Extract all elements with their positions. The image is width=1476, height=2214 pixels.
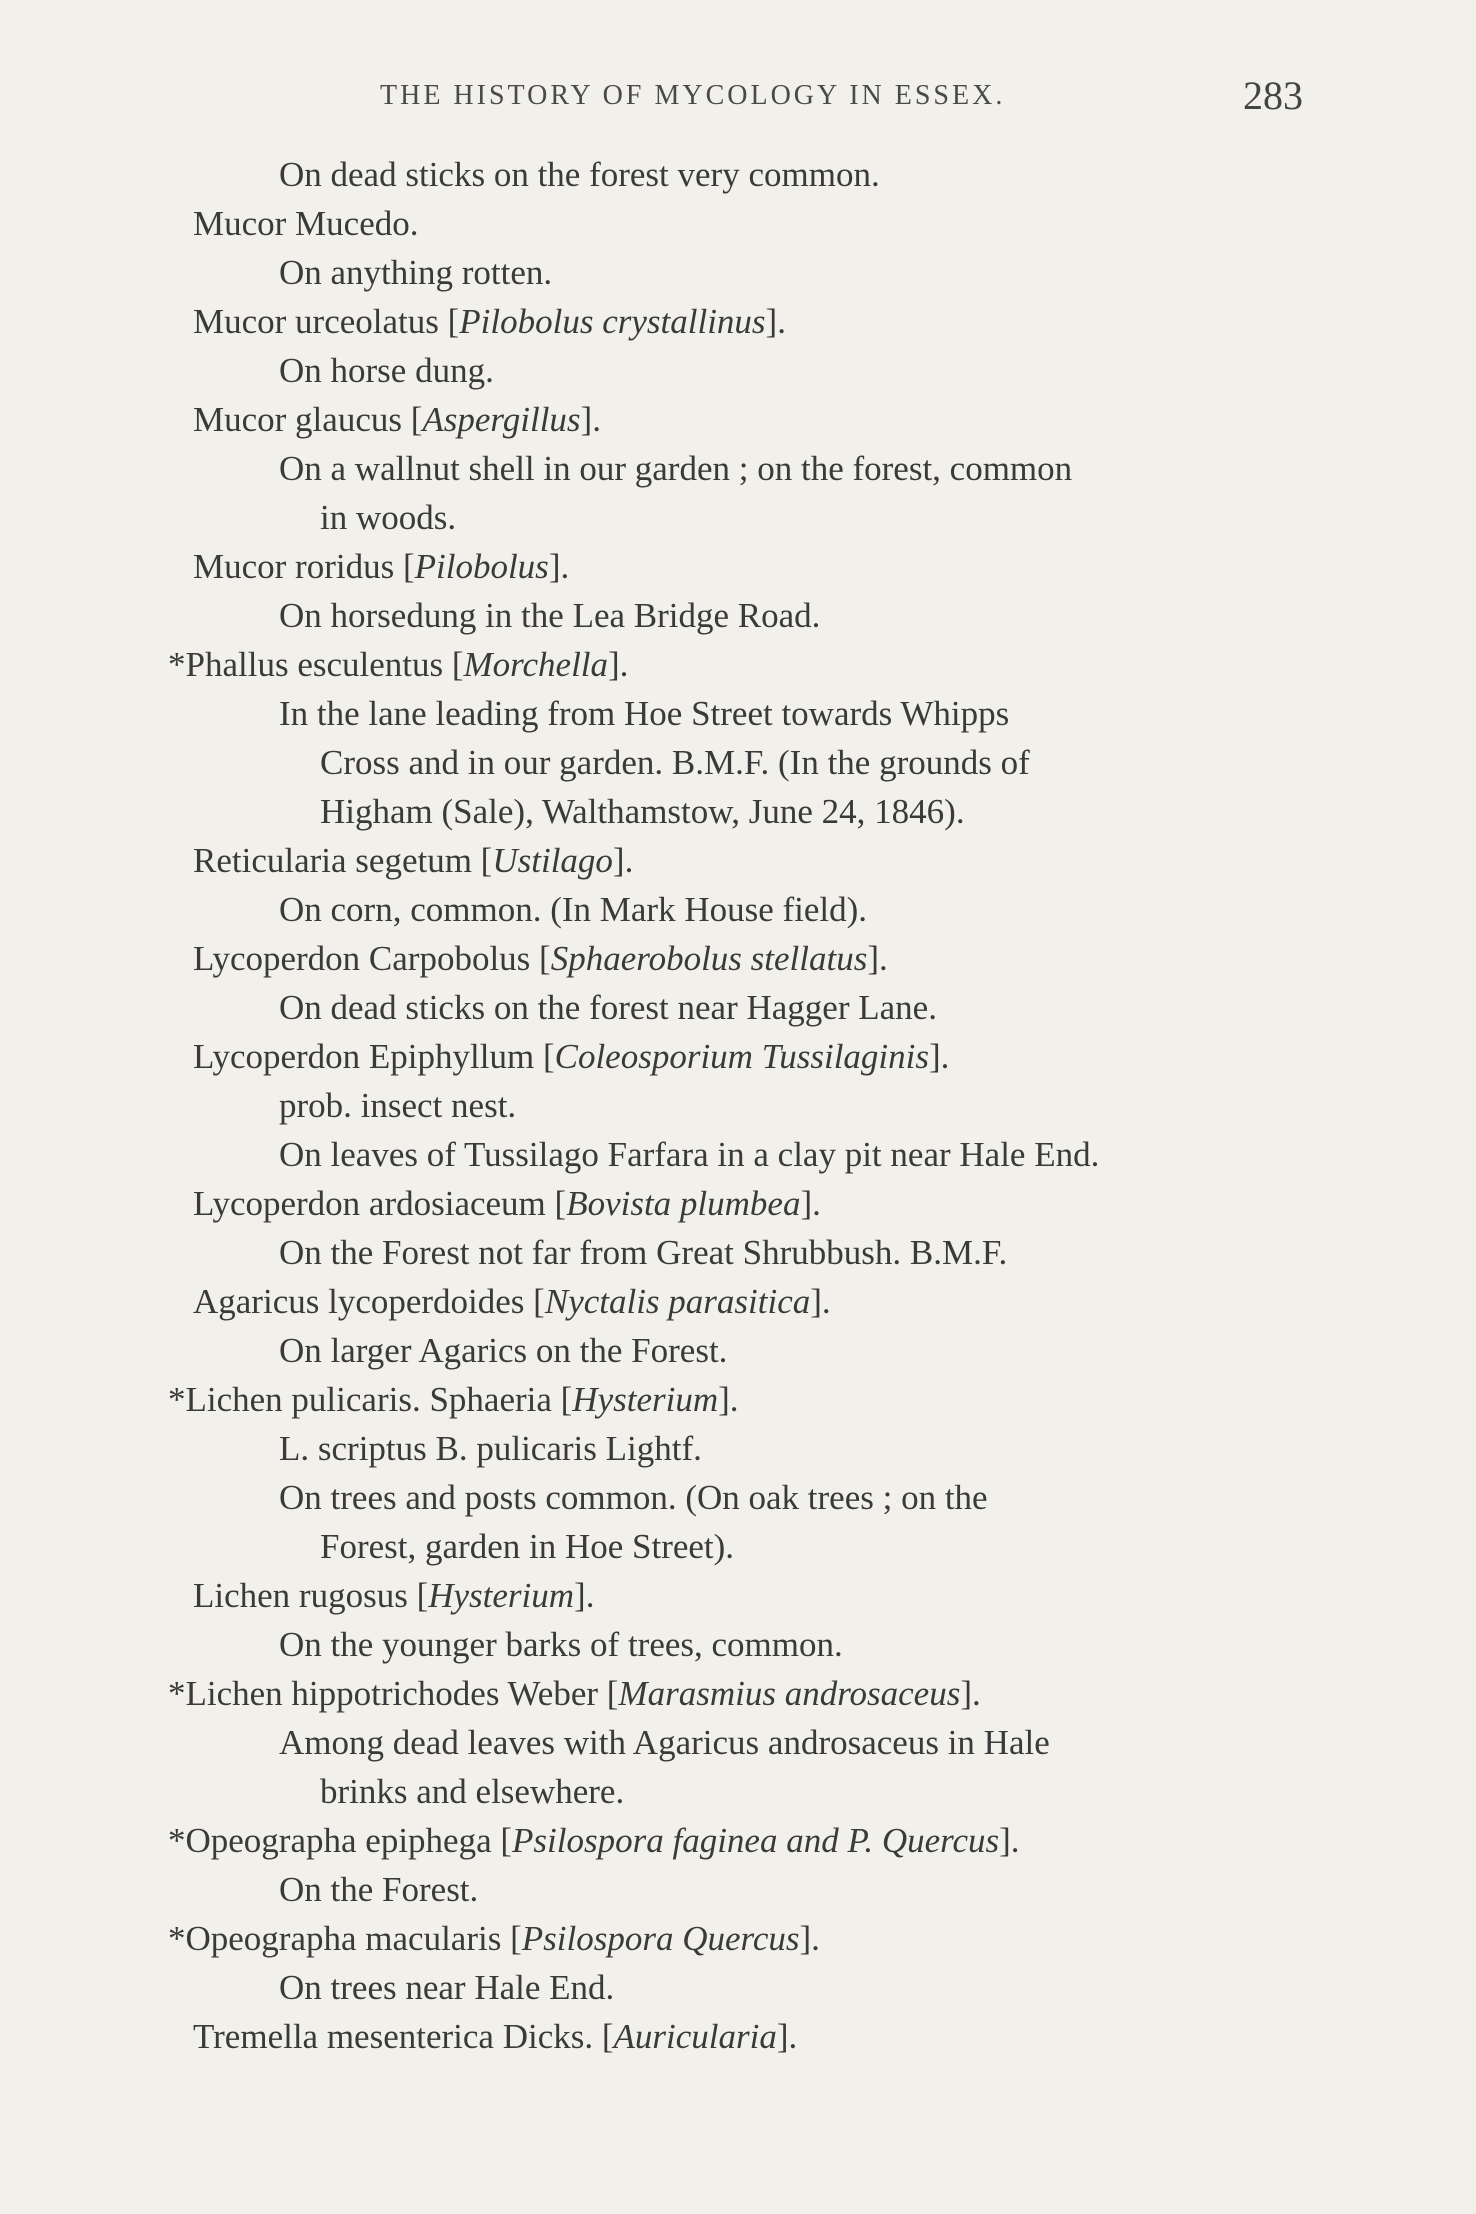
entry-line — [0, 2012, 1476, 2061]
text-run: Among dead leaves with Agaricus androsaceus in Hale — [279, 1723, 1050, 1762]
entry-line — [0, 1914, 1476, 1963]
entry-line — [0, 1179, 1476, 1228]
italic-text: Hysterium — [428, 1576, 575, 1615]
text-run: Lycoperdon Carpobolus [ — [193, 939, 551, 978]
text-run: ]. — [960, 1674, 981, 1713]
text-run: ]. — [574, 1576, 595, 1615]
text-run: prob. insect nest. — [279, 1086, 517, 1125]
text-run: On corn, common. (In Mark House field). — [279, 890, 868, 929]
text-run: On the Forest. — [279, 1870, 479, 1909]
text-run: On the Forest not far from Great Shrubbush. B.M.F. — [279, 1233, 1008, 1272]
note-line — [0, 1473, 1476, 1522]
text-run: brinks and elsewhere. — [320, 1772, 625, 1811]
text-run: in woods. — [320, 498, 457, 537]
text-run: Agaricus lycoperdoides [ — [193, 1282, 545, 1321]
note-line — [0, 1081, 1476, 1130]
note-line — [0, 1424, 1476, 1473]
note-line — [0, 1620, 1476, 1669]
text-run: On a wallnut shell in our garden ; on the forest, common — [279, 449, 1073, 488]
italic-text: Hysterium — [572, 1380, 719, 1419]
note-line — [0, 493, 1476, 542]
text-run: Lycoperdon Epiphyllum [ — [193, 1037, 555, 1076]
italic-text: Nyctalis parasitica — [544, 1282, 811, 1321]
text-run: ]. — [608, 645, 629, 684]
note-line — [0, 885, 1476, 934]
italic-text: Marasmius androsaceus — [618, 1674, 961, 1713]
text-run: ]. — [548, 547, 570, 586]
text-run: Mucor Mucedo. — [193, 204, 419, 243]
text-run: Tremella mesenterica Dicks. [ — [193, 2017, 614, 2056]
text-run: Mucor urceolatus [ — [193, 302, 460, 341]
text-run: ]. — [800, 1184, 821, 1223]
text-run: ]. — [612, 841, 634, 880]
entry-line — [0, 1277, 1476, 1326]
entry-line — [0, 395, 1476, 444]
note-line — [0, 1963, 1476, 2012]
running-head — [0, 72, 1476, 122]
text-run: On horsedung in the Lea Bridge Road. — [279, 596, 821, 635]
text-run: Reticularia segetum [ — [193, 841, 493, 880]
text-run: Mucor glaucus [ — [193, 400, 423, 439]
italic-text: Auricularia — [613, 2017, 777, 2056]
italic-text: Morchella — [463, 645, 609, 684]
text-run: ]. — [810, 1282, 831, 1321]
text-run: On leaves of Tussilago Farfara in a clay pit near Hale End. — [279, 1135, 1100, 1174]
italic-text: Ustilago — [492, 841, 613, 880]
entry-line — [0, 199, 1476, 248]
entry-line — [0, 1571, 1476, 1620]
entry-line — [0, 297, 1476, 346]
running-title: THE HISTORY OF MYCOLOGY IN ESSEX. — [380, 80, 1006, 111]
note-line — [0, 1326, 1476, 1375]
entry-line — [0, 640, 1476, 689]
text-run: ]. — [867, 939, 888, 978]
text-run: Mucor roridus [ — [193, 547, 415, 586]
text-run: On trees and posts common. (On oak trees ; on the — [279, 1478, 988, 1517]
entry-line — [0, 1375, 1476, 1424]
italic-text: Pilobolus — [414, 547, 549, 586]
entry-line — [0, 836, 1476, 885]
entry-line — [0, 1816, 1476, 1865]
text-run: Forest, garden in Hoe Street). — [320, 1527, 735, 1566]
entry-line — [0, 934, 1476, 983]
text-run: ]. — [580, 400, 601, 439]
body-text — [0, 150, 1476, 2061]
entry-line — [0, 1032, 1476, 1081]
text-run: On the younger barks of trees, common. — [279, 1625, 843, 1664]
note-line — [0, 983, 1476, 1032]
text-run: *Opeographa macularis [ — [168, 1919, 522, 1958]
note-line — [0, 444, 1476, 493]
note-line — [0, 1865, 1476, 1914]
note-line — [0, 591, 1476, 640]
text-run: On dead sticks on the forest very common. — [279, 155, 880, 194]
italic-text: Bovista plumbea — [566, 1184, 801, 1223]
note-line — [0, 346, 1476, 395]
text-run: On dead sticks on the forest near Hagger Lane. — [279, 988, 937, 1027]
text-run: On trees near Hale End. — [279, 1968, 615, 2007]
text-run: In the lane leading from Hoe Street towards Whipps — [279, 694, 1010, 733]
text-run: *Lichen hippotrichodes Weber [ — [168, 1674, 619, 1713]
note-line — [0, 1718, 1476, 1767]
entry-line — [0, 1669, 1476, 1718]
italic-text: Sphaerobolus stellatus — [550, 939, 868, 978]
text-run: ]. — [799, 1919, 820, 1958]
note-line — [0, 248, 1476, 297]
italic-text: Pilobolus crystallinus — [459, 302, 766, 341]
text-run: On horse dung. — [279, 351, 494, 390]
text-run: Lichen rugosus [ — [193, 1576, 429, 1615]
text-run: L. scriptus B. pulicaris Lightf. — [279, 1429, 702, 1468]
note-line — [0, 1767, 1476, 1816]
note-line — [0, 738, 1476, 787]
text-run: ]. — [718, 1380, 739, 1419]
note-line — [0, 787, 1476, 836]
text-run: Cross and in our garden. B.M.F. (In the grounds of — [320, 743, 1030, 782]
text-run: *Opeographa epiphega [ — [168, 1821, 513, 1860]
text-run: ]. — [929, 1037, 950, 1076]
text-run: ]. — [776, 2017, 798, 2056]
italic-text: Aspergillus — [422, 400, 581, 439]
text-run: On anything rotten. — [279, 253, 553, 292]
text-run: ]. — [765, 302, 786, 341]
text-run: *Phallus esculentus [ — [168, 645, 464, 684]
entry-line — [0, 542, 1476, 591]
note-line — [0, 150, 1476, 199]
italic-text: Psilospora Quercus — [521, 1919, 800, 1958]
text-run: ]. — [999, 1821, 1020, 1860]
italic-text: Coleosporium Tussilaginis — [554, 1037, 929, 1076]
text-run: *Lichen pulicaris. Sphaeria [ — [168, 1380, 573, 1419]
note-line — [0, 1522, 1476, 1571]
page-number: 283 — [1243, 73, 1303, 118]
note-line — [0, 1130, 1476, 1179]
text-run: Higham (Sale), Walthamstow, June 24, 1846). — [320, 792, 965, 831]
text-run: On larger Agarics on the Forest. — [279, 1331, 728, 1370]
note-line — [0, 1228, 1476, 1277]
text-run: Lycoperdon ardosiaceum [ — [193, 1184, 567, 1223]
note-line — [0, 689, 1476, 738]
italic-text: Psilospora faginea and P. Quercus — [512, 1821, 1000, 1860]
